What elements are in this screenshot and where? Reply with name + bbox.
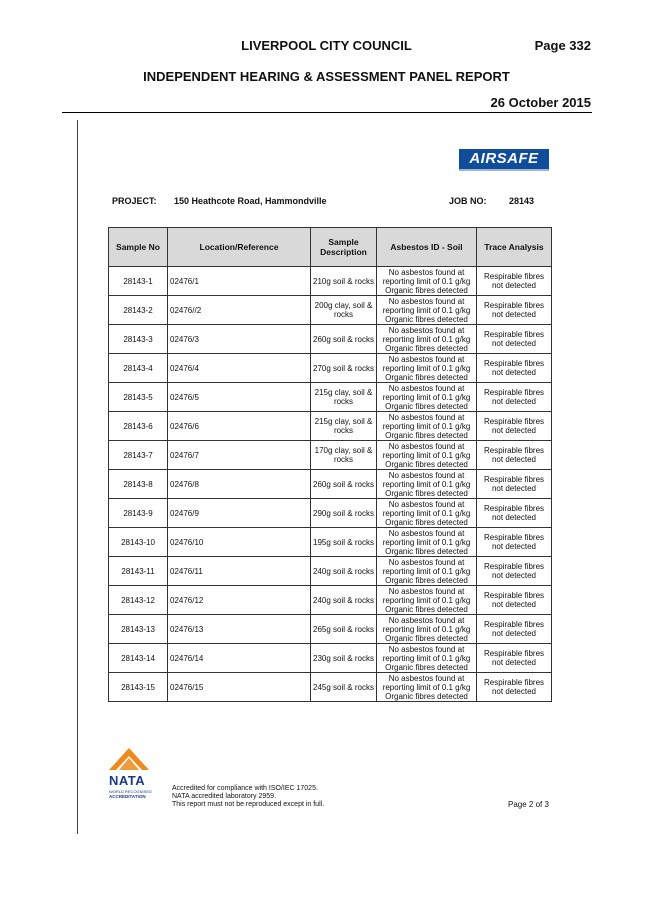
cell-asbestos: No asbestos found at reporting limit of 0.1 g/kg Organic fibres detected	[377, 325, 477, 354]
table-row	[109, 470, 552, 499]
cell-trace: Respirable fibres not detected	[477, 412, 552, 441]
cell-trace: Respirable fibres not detected	[477, 528, 552, 557]
col-header-sample-no: Sample No	[109, 228, 168, 267]
cell-trace: Respirable fibres not detected	[477, 586, 552, 615]
page-number: Page 332	[534, 38, 591, 53]
cell-sample-no: 28143-7	[109, 441, 168, 470]
nata-subtitle: WORLD RECOGNISED	[109, 789, 152, 794]
cell-asbestos: No asbestos found at reporting limit of 0.1 g/kg Organic fibres detected	[377, 383, 477, 412]
cell-location: 02476/6	[168, 412, 311, 441]
cell-description: 230g soil & rocks	[311, 644, 377, 673]
cell-asbestos: No asbestos found at reporting limit of 0.1 g/kg Organic fibres detected	[377, 673, 477, 702]
cell-asbestos: No asbestos found at reporting limit of 0.1 g/kg Organic fibres detected	[377, 354, 477, 383]
job-value: 28143	[509, 196, 535, 206]
cell-asbestos: No asbestos found at reporting limit of 0.1 g/kg Organic fibres detected	[377, 441, 477, 470]
nata-logo	[109, 748, 157, 799]
council-title: LIVERPOOL CITY COUNCIL	[241, 38, 412, 53]
cell-sample-no: 28143-5	[109, 383, 168, 412]
cell-trace: Respirable fibres not detected	[477, 354, 552, 383]
page-of-count: Page 2 of 3	[508, 800, 549, 809]
cell-trace: Respirable fibres not detected	[477, 673, 552, 702]
cell-asbestos: No asbestos found at reporting limit of 0.1 g/kg Organic fibres detected	[377, 557, 477, 586]
accreditation-line-1: Accredited for compliance with ISO/IEC 17025.	[172, 785, 318, 792]
table-row	[109, 528, 552, 557]
table-row	[109, 499, 552, 528]
cell-trace: Respirable fibres not detected	[477, 615, 552, 644]
cell-asbestos: No asbestos found at reporting limit of 0.1 g/kg Organic fibres detected	[377, 267, 477, 296]
cell-location: 02476/5	[168, 383, 311, 412]
col-header-trace: Trace Analysis	[477, 228, 552, 267]
cell-description: 245g soil & rocks	[311, 673, 377, 702]
cell-trace: Respirable fibres not detected	[477, 499, 552, 528]
col-header-asbestos: Asbestos ID - Soil	[377, 228, 477, 267]
table-row	[109, 296, 552, 325]
col-header-description: Sample Description	[311, 228, 377, 267]
cell-sample-no: 28143-4	[109, 354, 168, 383]
cell-description: 170g clay, soil & rocks	[311, 441, 377, 470]
cell-trace: Respirable fibres not detected	[477, 267, 552, 296]
nata-name: NATA	[109, 773, 146, 788]
cell-location: 02476/13	[168, 615, 311, 644]
samples-table	[108, 227, 552, 702]
cell-description: 265g soil & rocks	[311, 615, 377, 644]
cell-sample-no: 28143-15	[109, 673, 168, 702]
cell-location: 02476/10	[168, 528, 311, 557]
table-row	[109, 615, 552, 644]
cell-asbestos: No asbestos found at reporting limit of 0.1 g/kg Organic fibres detected	[377, 296, 477, 325]
cell-location: 02476/14	[168, 644, 311, 673]
cell-description: 210g soil & rocks	[311, 267, 377, 296]
header-rule	[62, 112, 592, 113]
cell-trace: Respirable fibres not detected	[477, 470, 552, 499]
project-label: PROJECT:	[112, 196, 157, 206]
table-header-row	[109, 228, 552, 267]
cell-trace: Respirable fibres not detected	[477, 644, 552, 673]
cell-trace: Respirable fibres not detected	[477, 296, 552, 325]
cell-sample-no: 28143-2	[109, 296, 168, 325]
scan-left-edge	[77, 120, 78, 834]
cell-sample-no: 28143-10	[109, 528, 168, 557]
cell-sample-no: 28143-3	[109, 325, 168, 354]
cell-location: 02476/9	[168, 499, 311, 528]
cell-description: 270g soil & rocks	[311, 354, 377, 383]
report-date: 26 October 2015	[490, 95, 591, 110]
cell-location: 02476//2	[168, 296, 311, 325]
table-row	[109, 354, 552, 383]
cell-asbestos: No asbestos found at reporting limit of 0.1 g/kg Organic fibres detected	[377, 644, 477, 673]
cell-description: 195g soil & rocks	[311, 528, 377, 557]
nata-accreditation: ACCREDITATION	[109, 794, 146, 799]
cell-asbestos: No asbestos found at reporting limit of 0.1 g/kg Organic fibres detected	[377, 470, 477, 499]
table-row	[109, 383, 552, 412]
cell-trace: Respirable fibres not detected	[477, 325, 552, 354]
cell-location: 02476/12	[168, 586, 311, 615]
cell-sample-no: 28143-1	[109, 267, 168, 296]
table-row	[109, 557, 552, 586]
table-body	[109, 267, 552, 702]
project-value: 150 Heathcote Road, Hammondville	[174, 196, 327, 206]
cell-location: 02476/7	[168, 441, 311, 470]
cell-sample-no: 28143-11	[109, 557, 168, 586]
table-row	[109, 267, 552, 296]
accreditation-line-2: NATA accredited laboratory 2959.	[172, 793, 277, 800]
airsafe-logo: AIRSAFE	[459, 149, 549, 171]
job-label: JOB NO:	[449, 196, 487, 206]
cell-description: 240g soil & rocks	[311, 586, 377, 615]
table-row	[109, 325, 552, 354]
cell-description: 215g clay, soil & rocks	[311, 412, 377, 441]
cell-location: 02476/15	[168, 673, 311, 702]
cell-description: 260g soil & rocks	[311, 470, 377, 499]
cell-description: 200g clay, soil & rocks	[311, 296, 377, 325]
accreditation-note	[172, 785, 324, 809]
cell-sample-no: 28143-8	[109, 470, 168, 499]
cell-asbestos: No asbestos found at reporting limit of 0.1 g/kg Organic fibres detected	[377, 499, 477, 528]
cell-asbestos: No asbestos found at reporting limit of 0.1 g/kg Organic fibres detected	[377, 586, 477, 615]
cell-description: 215g clay, soil & rocks	[311, 383, 377, 412]
cell-sample-no: 28143-14	[109, 644, 168, 673]
cell-location: 02476/3	[168, 325, 311, 354]
cell-asbestos: No asbestos found at reporting limit of 0.1 g/kg Organic fibres detected	[377, 528, 477, 557]
accreditation-line-3: This report must not be reproduced except in full.	[172, 801, 325, 808]
cell-asbestos: No asbestos found at reporting limit of 0.1 g/kg Organic fibres detected	[377, 412, 477, 441]
cell-trace: Respirable fibres not detected	[477, 441, 552, 470]
table-row	[109, 412, 552, 441]
cell-description: 290g soil & rocks	[311, 499, 377, 528]
cell-trace: Respirable fibres not detected	[477, 383, 552, 412]
cell-trace: Respirable fibres not detected	[477, 557, 552, 586]
table-row	[109, 441, 552, 470]
cell-location: 02476/1	[168, 267, 311, 296]
cell-location: 02476/11	[168, 557, 311, 586]
cell-sample-no: 28143-13	[109, 615, 168, 644]
col-header-location: Location/Reference	[168, 228, 311, 267]
table-row	[109, 586, 552, 615]
cell-asbestos: No asbestos found at reporting limit of 0.1 g/kg Organic fibres detected	[377, 615, 477, 644]
cell-description: 240g soil & rocks	[311, 557, 377, 586]
cell-sample-no: 28143-6	[109, 412, 168, 441]
nata-chevron-icon	[109, 748, 149, 770]
cell-sample-no: 28143-12	[109, 586, 168, 615]
report-title: INDEPENDENT HEARING & ASSESSMENT PANEL REPORT	[143, 69, 510, 84]
cell-location: 02476/4	[168, 354, 311, 383]
cell-location: 02476/8	[168, 470, 311, 499]
cell-sample-no: 28143-9	[109, 499, 168, 528]
table-row	[109, 673, 552, 702]
cell-description: 260g soil & rocks	[311, 325, 377, 354]
table-row	[109, 644, 552, 673]
